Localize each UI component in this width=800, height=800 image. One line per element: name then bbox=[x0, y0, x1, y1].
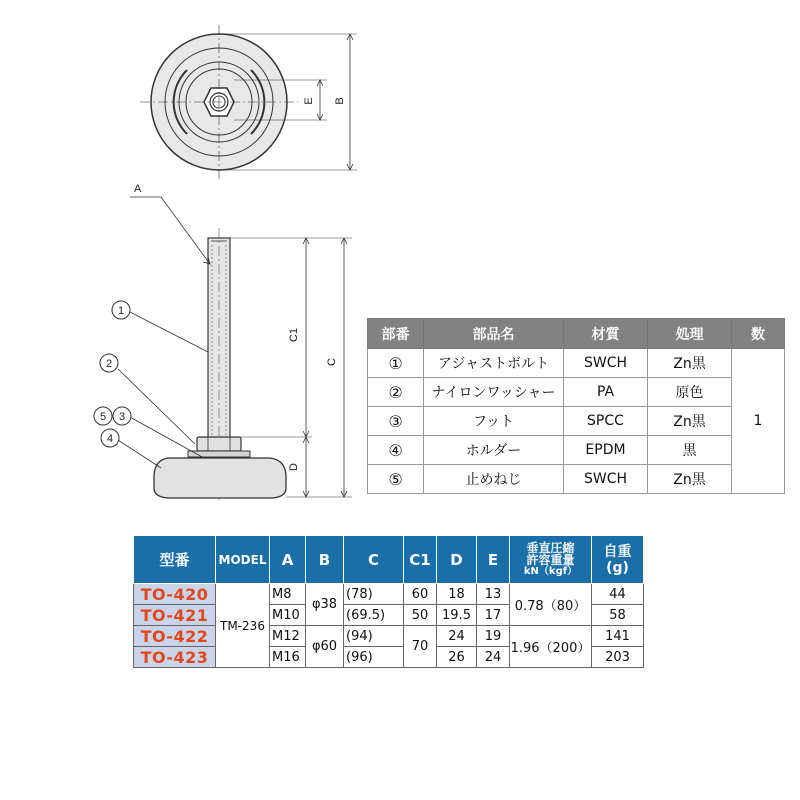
part-no: ⑤ bbox=[368, 465, 424, 494]
weight-cell: 203 bbox=[592, 647, 644, 668]
balloon-5: 5 bbox=[99, 411, 107, 423]
side-view bbox=[94, 197, 352, 500]
header-e: E bbox=[477, 536, 510, 584]
c-cell: (69.5) bbox=[344, 605, 404, 626]
part-no: ④ bbox=[368, 436, 424, 465]
parts-table-header bbox=[368, 319, 785, 349]
header-model: MODEL bbox=[216, 536, 270, 584]
part-finish: Zn黒 bbox=[648, 465, 732, 494]
dim-label-c1: C1 bbox=[288, 327, 300, 343]
header-b: B bbox=[306, 536, 344, 584]
spec-table bbox=[133, 535, 644, 668]
part-no: ① bbox=[368, 349, 424, 378]
part-name: フット bbox=[424, 407, 564, 436]
c-cell: (94) bbox=[344, 626, 404, 647]
table-row bbox=[368, 378, 785, 407]
balloon-1: 1 bbox=[117, 305, 125, 317]
balloon-3: 3 bbox=[118, 411, 126, 423]
c1-cell: 50 bbox=[404, 605, 437, 626]
c1-cell: 60 bbox=[404, 584, 437, 605]
header-load-line2: 許容重量 bbox=[526, 552, 575, 567]
table-row bbox=[368, 349, 785, 378]
header-d: D bbox=[437, 536, 477, 584]
header-c1: C1 bbox=[404, 536, 437, 584]
load-cell: 0.78（80） bbox=[510, 584, 592, 626]
header-weight-line1: 自重 bbox=[603, 543, 632, 560]
table-row bbox=[368, 436, 785, 465]
balloon-2: 2 bbox=[105, 358, 113, 370]
table-row bbox=[134, 584, 644, 605]
d-cell: 24 bbox=[437, 626, 477, 647]
e-cell: 19 bbox=[477, 626, 510, 647]
model-cell: TM-236 bbox=[216, 584, 270, 668]
type-cell: TO-423 bbox=[134, 647, 216, 668]
d-cell: 19.5 bbox=[437, 605, 477, 626]
dim-label-a: A bbox=[134, 183, 142, 195]
dim-label-c: C bbox=[326, 358, 338, 366]
type-cell: TO-422 bbox=[134, 626, 216, 647]
e-cell: 13 bbox=[477, 584, 510, 605]
spec-table-header bbox=[134, 536, 644, 584]
header-type: 型番 bbox=[134, 536, 216, 584]
header-part-no: 部番 bbox=[368, 319, 424, 349]
a-cell: M16 bbox=[270, 647, 306, 668]
load-cell: 1.96（200） bbox=[510, 626, 592, 668]
part-material: SWCH bbox=[564, 349, 648, 378]
b-cell: φ38 bbox=[306, 584, 344, 626]
part-material: EPDM bbox=[564, 436, 648, 465]
header-finish: 処理 bbox=[648, 319, 732, 349]
table-row bbox=[368, 465, 785, 494]
part-name: ホルダー bbox=[424, 436, 564, 465]
part-finish: 黒 bbox=[648, 436, 732, 465]
balloon-4: 4 bbox=[106, 433, 114, 445]
part-no: ② bbox=[368, 378, 424, 407]
e-cell: 17 bbox=[477, 605, 510, 626]
part-finish: Zn黒 bbox=[648, 407, 732, 436]
dim-label-b: B bbox=[334, 97, 346, 105]
part-name: アジャストボルト bbox=[424, 349, 564, 378]
part-material: SWCH bbox=[564, 465, 648, 494]
b-cell: φ60 bbox=[306, 626, 344, 668]
parts-table bbox=[367, 318, 785, 494]
part-material: SPCC bbox=[564, 407, 648, 436]
weight-cell: 58 bbox=[592, 605, 644, 626]
dim-label-d: D bbox=[288, 463, 300, 471]
table-row bbox=[134, 626, 644, 647]
a-cell: M8 bbox=[270, 584, 306, 605]
header-a: A bbox=[270, 536, 306, 584]
part-no: ③ bbox=[368, 407, 424, 436]
header-weight bbox=[592, 536, 644, 584]
header-material: 材質 bbox=[564, 319, 648, 349]
part-name: ナイロンワッシャー bbox=[424, 378, 564, 407]
c-cell: (96) bbox=[344, 647, 404, 668]
part-material: PA bbox=[564, 378, 648, 407]
part-finish: Zn黒 bbox=[648, 349, 732, 378]
part-finish: 原色 bbox=[648, 378, 732, 407]
a-cell: M10 bbox=[270, 605, 306, 626]
c-cell: (78) bbox=[344, 584, 404, 605]
header-weight-line2: (g) bbox=[606, 559, 629, 576]
weight-cell: 44 bbox=[592, 584, 644, 605]
e-cell: 24 bbox=[477, 647, 510, 668]
part-name: 止めねじ bbox=[424, 465, 564, 494]
header-load-line3: kN（kgf） bbox=[523, 565, 578, 577]
header-load-line1: 垂直圧縮 bbox=[526, 540, 575, 555]
d-cell: 18 bbox=[437, 584, 477, 605]
weight-cell: 141 bbox=[592, 626, 644, 647]
a-cell: M12 bbox=[270, 626, 306, 647]
d-cell: 26 bbox=[437, 647, 477, 668]
part-qty: 1 bbox=[732, 349, 785, 494]
header-load bbox=[510, 536, 592, 584]
type-cell: TO-421 bbox=[134, 605, 216, 626]
top-view bbox=[140, 25, 357, 180]
header-qty: 数 bbox=[732, 319, 785, 349]
header-part-name: 部品名 bbox=[424, 319, 564, 349]
dim-label-e: E bbox=[303, 97, 315, 105]
type-cell: TO-420 bbox=[134, 584, 216, 605]
c1-cell: 70 bbox=[404, 626, 437, 668]
table-row bbox=[368, 407, 785, 436]
header-c: C bbox=[344, 536, 404, 584]
